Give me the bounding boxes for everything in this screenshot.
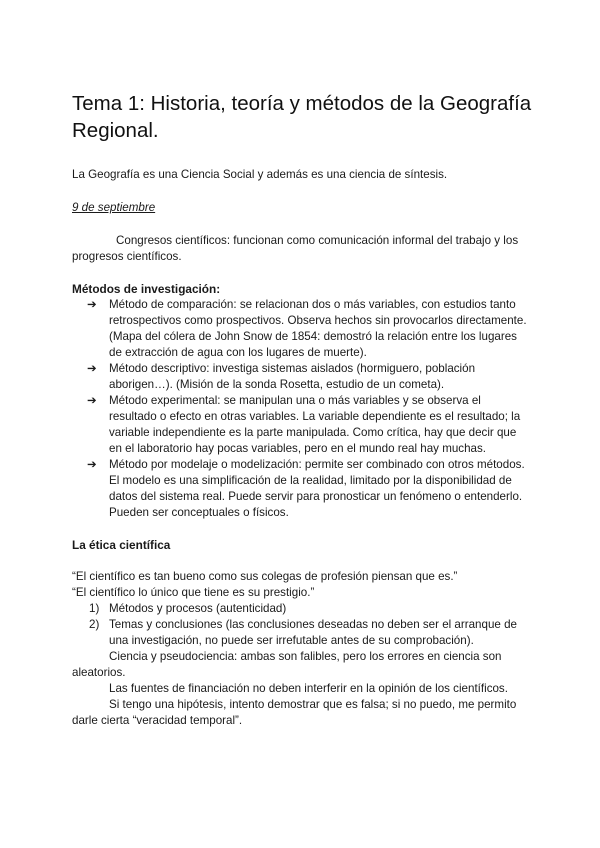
quote-prestigio: “El científico lo único que tiene es su prestigio.” bbox=[72, 586, 315, 599]
document-title: Tema 1: Historia, teoría y métodos de la Geografía Regional. bbox=[72, 92, 532, 142]
list-item bbox=[72, 601, 534, 617]
arrow-bullet-icon: ➔ bbox=[87, 298, 97, 311]
hipotesis-paragraph: Si tengo una hipótesis, intento demostrar que es falsa; si no puedo, me permito darle cierta “veracidad temporal”. bbox=[72, 698, 517, 727]
metodos-list bbox=[72, 297, 534, 521]
ciencia-pseudociencia-paragraph: Ciencia y pseudociencia: ambas son falibles, pero los errores en ciencia son aleatorios. bbox=[72, 650, 502, 679]
list-item bbox=[72, 457, 534, 521]
metodo-experimental-text: Método experimental: se manipulan una o más variables y se observa el resultado o efecto en otras variables. La variable dependiente es el resultado; la variable independiente es la parte manipulada. Como crítica, hay que decir que en el laboratorio hay pocas variables, pero en el mundo real hay muchas. bbox=[109, 394, 521, 455]
quote-colegas: “El científico es tan bueno como sus colegas de profesión piensan que es.” bbox=[72, 570, 458, 583]
list-number: 1) bbox=[89, 602, 100, 615]
metodo-modelizacion-text: Método por modelaje o modelización: permite ser combinado con otros métodos. El modelo es una simplificación de la realidad, limitado por la disponibilidad de datos del sistema real. Puede servir para pronosticar un fenómeno o entenderlo. Pueden ser conceptuales o físicos. bbox=[109, 458, 525, 519]
list-number: 2) bbox=[89, 618, 100, 631]
congresos-paragraph: Congresos científicos: funcionan como comunicación informal del trabajo y los progresos científicos. bbox=[72, 234, 519, 263]
fuentes-financiacion-paragraph: Las fuentes de financiación no deben interferir en la opinión de los científicos. bbox=[109, 682, 508, 695]
intro-paragraph: La Geografía es una Ciencia Social y además es una ciencia de síntesis. bbox=[72, 168, 448, 181]
list-item-text: Métodos y procesos (autenticidad) bbox=[109, 602, 287, 615]
etica-numbered-list bbox=[72, 601, 534, 649]
etica-heading: La ética científica bbox=[72, 538, 171, 552]
list-item-text: Temas y conclusiones (las conclusiones deseadas no deben ser el arranque de una investigación, no puede ser irrefutable antes de su comprobación). bbox=[109, 618, 517, 647]
list-item bbox=[72, 297, 534, 361]
list-item bbox=[72, 361, 534, 393]
arrow-bullet-icon: ➔ bbox=[87, 394, 97, 407]
metodo-descriptivo-text: Método descriptivo: investiga sistemas aislados (hormiguero, población aborigen…). (Misión de la sonda Rosetta, estudio de un cometa). bbox=[109, 362, 476, 391]
arrow-bullet-icon: ➔ bbox=[87, 362, 97, 375]
date-label: 9 de septiembre bbox=[72, 201, 156, 214]
list-item bbox=[72, 393, 534, 457]
list-item bbox=[72, 617, 534, 649]
arrow-bullet-icon: ➔ bbox=[87, 458, 97, 471]
metodos-heading: Métodos de investigación: bbox=[72, 282, 221, 296]
metodo-comparacion-text: Método de comparación: se relacionan dos o más variables, con estudios tanto retrospectivos como prospectivos. Observa hechos sin provocarlos directamente. (Mapa del cólera de John Snow de 1854: demostró la relación entre los lugares de extracción de agua con los lugares de muerte). bbox=[109, 298, 527, 359]
